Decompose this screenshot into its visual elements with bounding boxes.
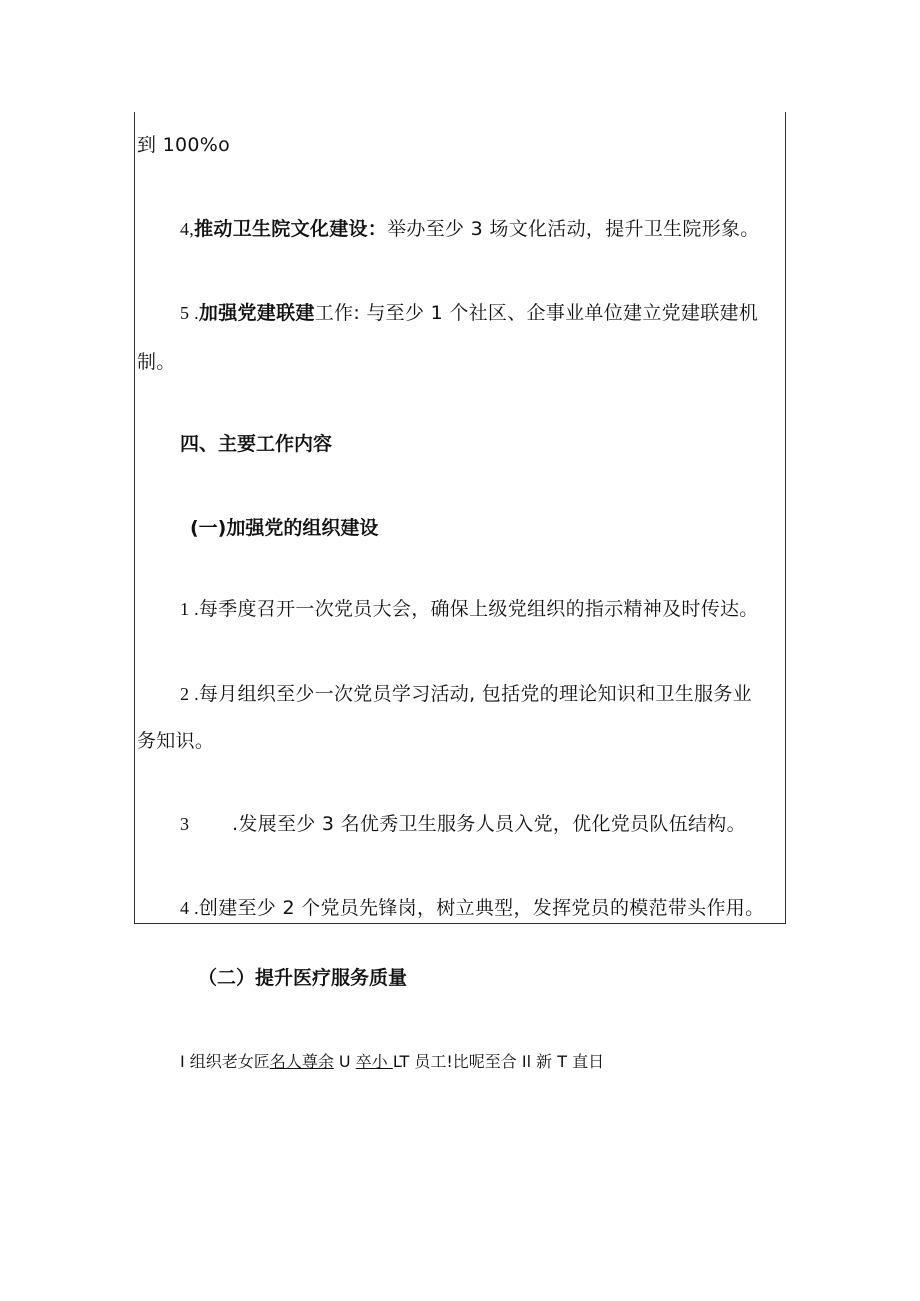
item-4	[180, 217, 760, 241]
item-5-text: 工作: 与至少 1 个社区、企事业单位建立党建联建机	[314, 302, 759, 324]
list-item-4: 4 .创建至少 2 个党员先锋岗，树立典型，发挥党员的模范带头作用。	[180, 897, 765, 919]
item-4-title: 推动卫生院文化建设：	[194, 218, 388, 240]
item-5-continued: 制。	[137, 351, 176, 373]
list-item-2-continued: 务知识。	[137, 730, 215, 752]
continued-line: 到 100%o	[137, 134, 231, 156]
item-5-title: 加强党建联建	[198, 302, 315, 324]
subsection-heading-2: （二）提升医疗服务质量	[198, 967, 408, 989]
item-4-number: 4,	[180, 219, 195, 239]
subsection-heading-1: (一)加强党的组织建设	[190, 517, 379, 539]
section-heading-4: 四、主要工作内容	[180, 433, 333, 455]
garbled-text-line: I 组织老女匠名人尊余 U 卒小 LT 员工!比呢至合 Il 新 T 直日	[180, 1052, 605, 1071]
item-4-text: 举办至少 3 场文化活动，提升卫生院形象。	[387, 218, 760, 240]
item-5-number: 5 .	[180, 303, 199, 323]
list-item-3: 3 .发展至少 3 名优秀卫生服务人员入党，优化党员队伍结构。	[180, 813, 746, 835]
item-5	[180, 301, 758, 325]
list-item-1: 1 .每季度召开一次党员大会，确保上级党组织的指示精神及时传达。	[180, 598, 759, 620]
list-item-2: 2 .每月组织至少一次党员学习活动, 包括党的理论知识和卫生服务业	[180, 683, 752, 705]
